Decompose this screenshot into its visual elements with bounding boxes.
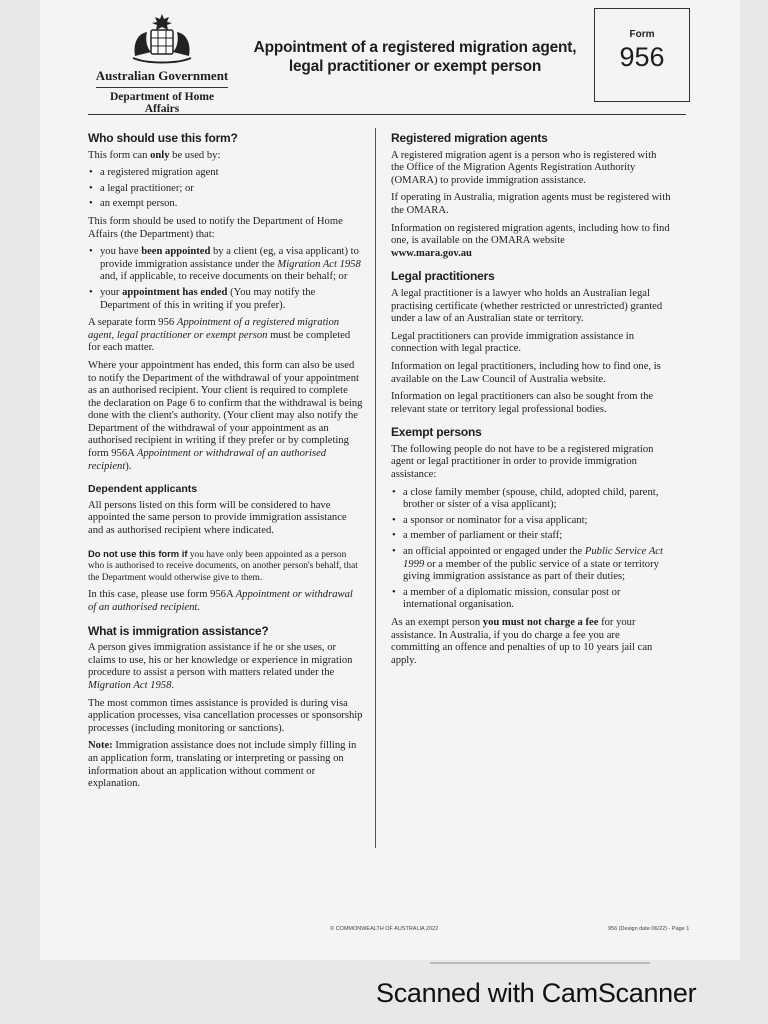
camscanner-watermark: Scanned with CamScanner	[376, 978, 697, 1008]
dependent-heading: Dependent applicants	[88, 483, 198, 496]
list-item: • an exempt person.	[88, 198, 363, 211]
who-list	[88, 167, 363, 211]
column-divider	[375, 128, 376, 848]
exempt-intro: The following people do not have to be a registered migration agent or legal practitioner in order to provide immigration assistance:	[391, 443, 654, 481]
scanner-divider	[430, 962, 650, 964]
government-name: Australian Government	[95, 68, 229, 83]
exempt-list	[391, 487, 671, 612]
list-item: • a sponsor or nominator for a visa applicant;	[391, 515, 671, 528]
rma-heading: Registered migration agents	[391, 131, 548, 145]
logo-divider	[96, 87, 228, 88]
list-item: • a member of parliament or their staff;	[391, 530, 671, 543]
notify-intro: This form should be used to notify the Department of Home Affairs (the Department) that:	[88, 215, 343, 240]
coat-of-arms-icon	[127, 12, 197, 66]
who-heading: Who should use this form?	[88, 131, 238, 145]
lp-paragraph-4: Information on legal practitioners can also be sought from the relevant state or territory legal professional bodies.	[391, 391, 654, 415]
separate-form-text: A separate form 956 Appointment of a registered migration agent, legal practitioner or exempt person must be completed for each matter.	[88, 317, 351, 354]
exempt-persons-heading: Exempt persons	[391, 425, 482, 440]
list-item: • a legal practitioner; or	[88, 183, 363, 196]
in-this-case-text: In this case, please use form 956A Appointment or withdrawal of an authorised recipient.	[88, 589, 353, 613]
note-text: Note: Immigration assistance does not include simply filling in an application form, translating or interpreting or passing on information about an application without comment or explanation.	[88, 740, 357, 790]
list-item: • a registered migration agent	[88, 167, 363, 180]
form-title-line-1: Appointment of a registered migration agent,	[253, 39, 577, 56]
common-times-text: The most common times assistance is provided is during visa application processes, visa cancellation processes or sponsorship processes (including monitoring or sanctions).	[88, 697, 363, 734]
rma-paragraph-1: A registered migration agent is a person who is registered with the Office of the Migration Agents Registration Authority (OMARA) to provide immigration assistance.	[391, 149, 657, 186]
copyright-footer: © COMMONWEALTH OF AUSTRALIA 2022	[330, 926, 439, 932]
form-number: 956	[619, 42, 665, 72]
government-logo	[92, 12, 232, 115]
list-item: • a member of a diplomatic mission, consular post or international organisation.	[391, 587, 671, 612]
rma-paragraph-3: Information on registered migration agents, including how to find one, is available on the OMARA website www.mara.gov.au	[391, 222, 670, 259]
header-divider	[88, 114, 686, 115]
page-info-footer: 956 (Design date 06/22) - Page 1	[608, 926, 690, 932]
list-item: • a close family member (spouse, child, adopted child, parent, brother or sister of a visa applicant);	[391, 487, 671, 512]
lp-paragraph-2: Legal practitioners can provide immigration assistance in connection with legal practice.	[391, 330, 634, 355]
department-name: Department of Home Affairs	[109, 91, 215, 115]
lp-paragraph-1: A legal practitioner is a lawyer who holds an Australian legal practising certificate (whether restricted or unrestricted) granted under a law of an Australian state or territory.	[391, 287, 663, 325]
immigration-assistance-text: A person gives immigration assistance if he or she uses, or claims to use, his or her knowledge or experience in migration procedure to assist a person with matters related under the Migration Act 1958.	[88, 642, 353, 691]
list-item: • you have been appointed by a client (eg, a visa applicant) to provide immigration assistance under the Migration Act 1958 and, if applicable, to receive documents on their behalf; or	[88, 246, 363, 284]
form-title	[250, 38, 580, 76]
form-label: Form	[629, 29, 655, 40]
dependent-text: All persons listed on this form will be considered to have appointed the same person to provide immigration assistance and as authorised recipient where indicated.	[88, 499, 347, 537]
form-title-line-2: legal practitioner or exempt person	[288, 58, 542, 75]
form-number-box	[594, 8, 690, 102]
list-item: • an official appointed or engaged under the Public Service Act 1999 or a member of the public service of a state or territory giving immigration assistance as part of their duties;	[391, 546, 671, 584]
rma-paragraph-2: If operating in Australia, migration agents must be registered with the OMARA.	[391, 192, 671, 216]
who-intro: This form can only be used by:	[88, 149, 221, 161]
lp-paragraph-3: Information on legal practitioners, including how to find one, is available on the Law Council of Australia website.	[391, 360, 661, 385]
right-column	[391, 132, 671, 672]
fee-warning-text: As an exempt person you must not charge a fee for your assistance. In Australia, if you do charge a fee you are committing an offence and penalties of up to 10 years jail can apply.	[391, 617, 653, 666]
do-not-use-text: Do not use this form if you have only been appointed as a person who is authorised to receive documents, on another person's behalf, that the Department would otherwise give to them.	[88, 547, 358, 583]
appointment-ended-text: Where your appointment has ended, this form can also be used to notify the Department of the withdrawal of your appointment as an authorised recipient. Your client is required to complete the declaration on Page 6 to confirm that the withdrawal is being done with the client's authority. (Your client may also notify the Department of the withdrawal of your appointment as an authorised recipient in writing if they prefer or by completing form 956A Appointment or withdrawal of an authorised recipient).	[88, 359, 363, 472]
list-item: • your appointment has ended (You may notify the Department of this in writing if you prefer).	[88, 287, 363, 312]
notify-list	[88, 246, 363, 312]
left-column	[88, 132, 363, 796]
omara-website-link[interactable]: www.mara.gov.au	[391, 247, 472, 259]
legal-practitioners-heading: Legal practitioners	[391, 269, 495, 284]
immigration-assistance-heading: What is immigration assistance?	[88, 623, 269, 638]
